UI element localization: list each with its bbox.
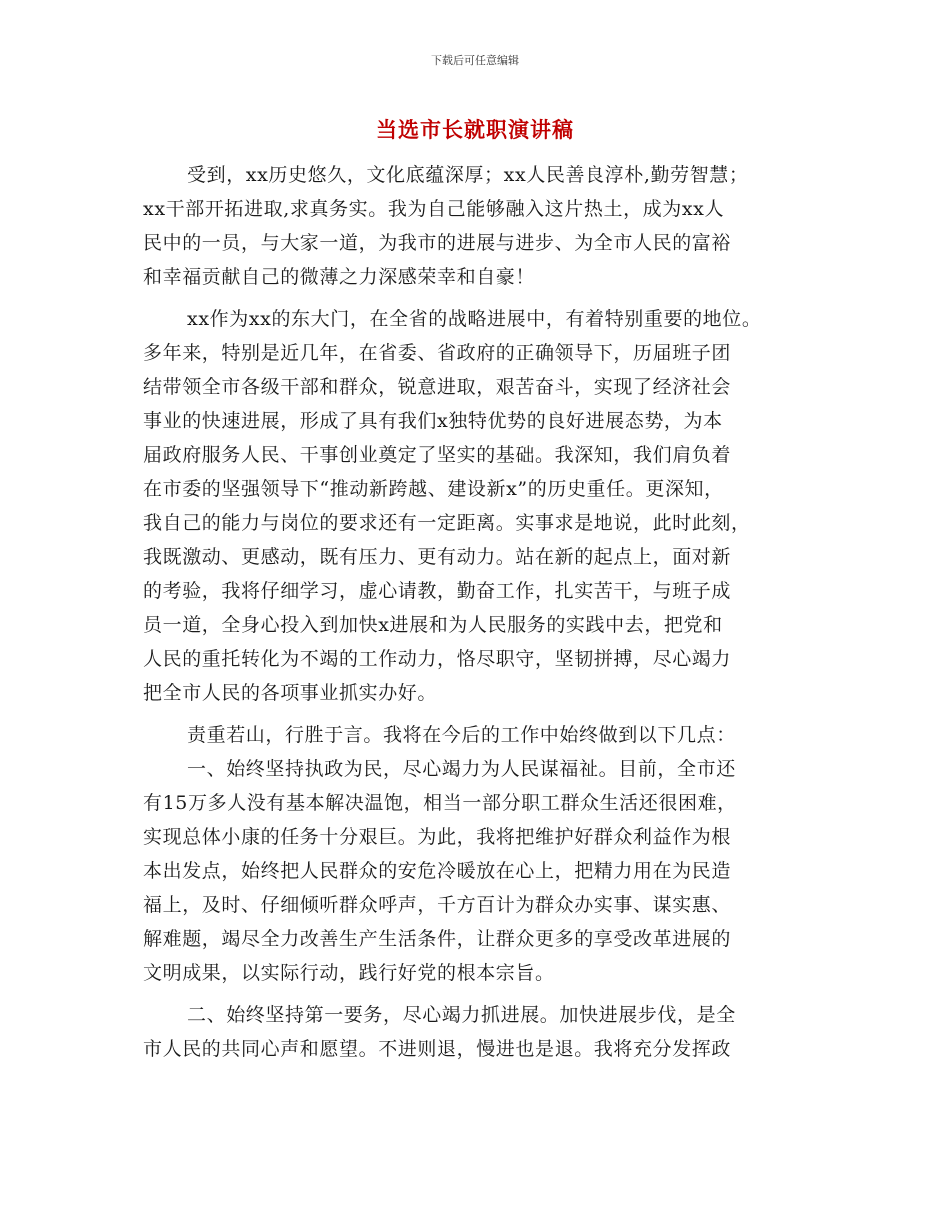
text-line: 一、始终坚持执政为民，尽心竭力为人民谋福祉。目前，全市还 — [187, 758, 736, 780]
text-line: xx干部开拓进取,求真务实。我为自己能够融入这片热土，成为xx人 — [143, 198, 725, 220]
text-line: 市人民的共同心声和愿望。不进则退，慢进也是退。我将充分发挥政 — [143, 1038, 732, 1060]
text-line: 责重若山，行胜于言。我将在今后的工作中始终做到以下几点： — [187, 724, 736, 746]
document-title: 当选市长就职演讲稿 — [376, 118, 574, 142]
text-line: 解难题，竭尽全力改善生产生活条件，让群众更多的享受改革进展的 — [143, 928, 732, 950]
header-note: 下载后可任意编辑 — [431, 54, 519, 67]
text-line: 届政府服务人民、干事创业奠定了坚实的基础。我深知，我们肩负着 — [143, 444, 732, 466]
text-line: 福上，及时、仔细倾听群众呼声，千方百计为群众办实事、谋实惠、 — [143, 894, 732, 916]
text-line: 二、始终坚持第一要务，尽心竭力抓进展。加快进展步伐，是全 — [187, 1004, 736, 1026]
text-line: 受到，xx历史悠久，文化底蕴深厚；xx人民善良淳朴,勤劳智慧； — [187, 164, 749, 186]
text-line: 实现总体小康的任务十分艰巨。为此，我将把维护好群众利益作为根 — [143, 826, 732, 848]
text-line: 结带领全市各级干部和群众，锐意进取，艰苦奋斗，实现了经济社会 — [143, 376, 732, 398]
text-line: 文明成果，以实际行动，践行好党的根本宗旨。 — [143, 962, 555, 984]
text-line: 多年来，特别是近几年，在省委、省政府的正确领导下，历届班子团 — [143, 342, 732, 364]
text-line: 我既激动、更感动，既有压力、更有动力。站在新的起点上，面对新 — [143, 546, 732, 568]
text-line: 民中的一员，与大家一道，为我市的进展与进步、为全市人民的富裕 — [143, 232, 732, 254]
text-line: 有15万多人没有基本解决温饱，相当一部分职工群众生活还很困难， — [143, 792, 737, 814]
paragraph-gap — [143, 710, 803, 718]
text-line: 我自己的能力与岗位的要求还有一定距离。实事求是地说，此时此刻， — [143, 512, 751, 534]
text-line: xx作为xx的东大门，在全省的战略进展中，有着特别重要的地位。 — [187, 308, 762, 330]
paragraph-gap — [143, 294, 803, 302]
paragraph-gap — [143, 990, 803, 998]
document-body — [143, 158, 803, 1066]
text-line: 员一道，全身心投入到加快x进展和为人民服务的实践中去，把党和 — [143, 614, 723, 636]
text-line: 的考验，我将仔细学习，虚心请教，勤奋工作，扎实苦干，与班子成 — [143, 580, 732, 602]
text-line: 本出发点，始终把人民群众的安危冷暖放在心上，把精力用在为民造 — [143, 860, 732, 882]
text-line: 事业的快速进展，形成了具有我们x独特优势的良好进展态势，为本 — [143, 410, 723, 432]
text-line: 和幸福贡献自己的微薄之力深感荣幸和自豪！ — [143, 266, 536, 288]
text-line: 在市委的坚强领导下“推动新跨越、建设新x”的历史重任。更深知， — [143, 478, 724, 500]
text-line: 把全市人民的各项事业抓实办好。 — [143, 682, 438, 704]
text-line: 人民的重托转化为不竭的工作动力，恪尽职守，坚韧拼搏，尽心竭力 — [143, 648, 732, 670]
